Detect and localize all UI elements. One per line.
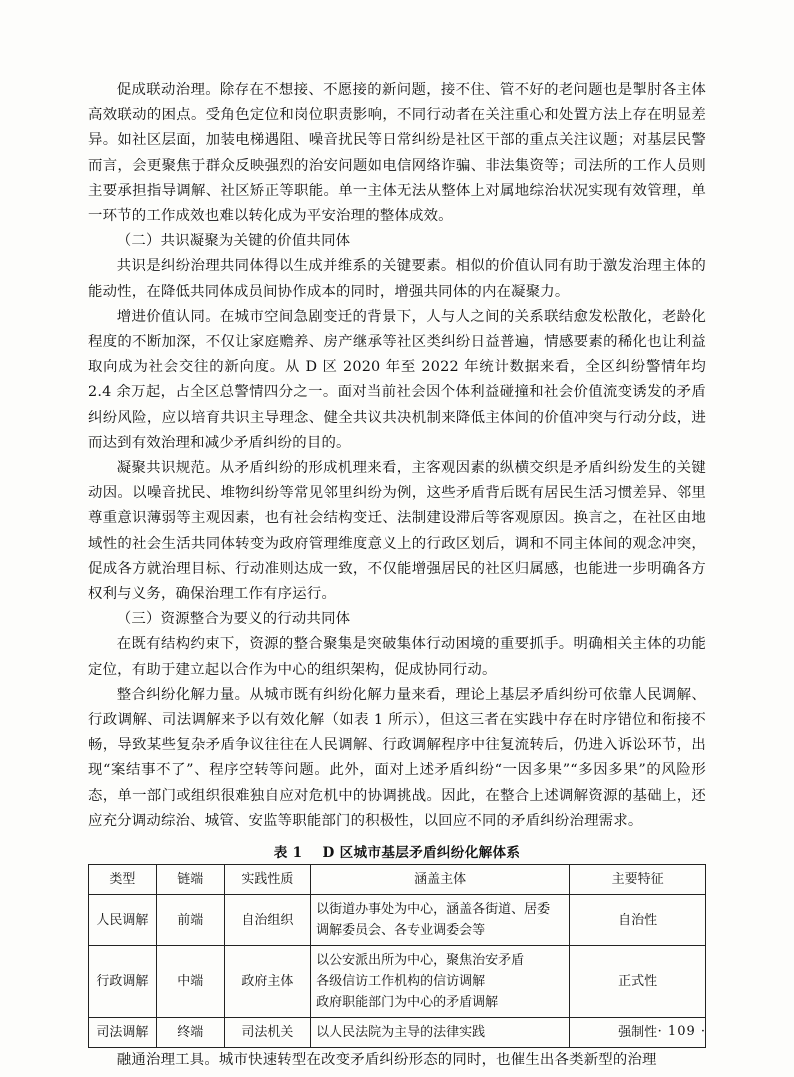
cell-nature: 自治组织 <box>224 895 310 946</box>
cell-subject-line: 以人民法院为主导的法律实践 <box>316 1025 486 1041</box>
table-caption-title: D 区城市基层矛盾纠纷化解体系 <box>322 845 521 862</box>
table-header-subjects: 涵盖主体 <box>311 865 570 895</box>
table-row <box>89 1018 706 1048</box>
cell-subject-line: 各级信访工作机构的信访调解 <box>316 974 486 990</box>
page-content <box>88 78 706 1073</box>
cell-feature: 自治性 <box>570 895 706 946</box>
cell-subjects <box>311 946 570 1018</box>
cell-nature: 司法机关 <box>224 1018 310 1048</box>
cell-subjects <box>311 1018 570 1048</box>
cell-nature: 政府主体 <box>224 946 310 1018</box>
cell-subjects <box>311 895 570 946</box>
table-row <box>89 946 706 1018</box>
paragraph-7: 在既有结构约束下，资源的整合聚集是突破集体行动困境的重要抓手。明确相关主体的功能定位，有助于建立起以合作为中心的组织架构，促成协同行动。 <box>88 636 706 678</box>
cell-subject-line: 调解委员会、各专业调委会等 <box>316 923 486 939</box>
table-header-feature: 主要特征 <box>570 865 706 895</box>
table-row <box>89 895 706 946</box>
cell-feature: 正式性 <box>570 946 706 1018</box>
cell-type: 司法调解 <box>89 1018 157 1048</box>
table-caption <box>88 841 706 861</box>
cell-link: 前端 <box>156 895 224 946</box>
paragraph-3: 共识是纠纷治理共同体得以生成并维系的关键要素。相似的价值认同有助于激发治理主体的能动性，在降低共同体成员间协作成本的同时，增强共同体的内在凝聚力。 <box>88 258 706 300</box>
table-header-row <box>89 865 706 895</box>
table-header-link: 链端 <box>156 865 224 895</box>
cell-link: 终端 <box>156 1018 224 1048</box>
cell-feature: 强制性 <box>570 1018 706 1048</box>
paragraph-4: 增进价值认同。在城市空间急剧变迁的背景下，人与人之间的关系联结愈发松散化，老龄化程度的不断加深，不仅让家庭赡养、房产继承等社区类纠纷日益普遍，情感要素的稀化也让利益取向成为社会交往的新向度。从 D 区 2020 年至 2022 年统计数据来看，全区纠纷警情年均 2.4 余万起，占全区总警情四分之一。面对当前社会因个体利益碰撞和社会价值流变诱发的矛盾纠纷风险，应以培育共识主导理念、健全共议共决机制来降低主体间的价值冲突与行动分歧，进而达到有效治理和减少矛盾纠纷的目的。 <box>88 308 706 451</box>
cell-subject-line: 政府职能部门为中心的矛盾调解 <box>316 995 499 1011</box>
cell-subject-line: 以街道办事处为中心，涵盖各街道、居委 <box>316 902 551 918</box>
table-caption-label: 表 1 <box>273 845 303 862</box>
dispute-resolution-table <box>88 864 706 1048</box>
cell-subject-line: 以公安派出所为中心，聚焦治安矛盾 <box>316 953 525 969</box>
paragraph-1: 促成联动治理。除存在不想接、不愿接的新问题，接不住、管不好的老问题也是掣肘各主体高效联动的困点。受角色定位和岗位职责影响，不同行动者在关注重心和处置方法上存在明显差异。如社区层面，加装电梯遇阻、噪音扰民等日常纠纷是社区干部的重点关注议题；对基层民警而言，会更聚焦于群众反映强烈的治安问题如电信网络诈骗、非法集资等；司法所的工作人员则主要承担指导调解、社区矫正等职能。单一主体无法从整体上对属地综治状况实现有效管理，单一环节的工作成效也难以转化成为平安治理的整体成效。 <box>88 82 706 225</box>
table-header-nature: 实践性质 <box>224 865 310 895</box>
cell-type: 行政调解 <box>89 946 157 1018</box>
paragraph-8: 整合纠纷化解力量。从城市既有纠纷化解力量来看，理论上基层矛盾纠纷可依靠人民调解、行政调解、司法调解来予以有效化解（如表 1 所示），但这三者在实践中存在时序错位和衔接不畅，导致某些复杂矛盾争议往往在人民调解、行政调解程序中往复流转后，仍进入诉讼环节，出现“案结事不了”、程序空转等问题。此外，面对上述矛盾纠纷“一因多果”“多因多果”的风险形态，单一部门或组织很难独自应对危机中的协调挑战。因此，在整合上述调解资源的基础上，还应充分调动综治、城管、安监等职能部门的积极性，以回应不同的矛盾纠纷治理需求。 <box>88 686 706 829</box>
paragraph-9: 融通治理工具。城市快速转型在改变矛盾纠纷形态的同时，也催生出各类新型的治理 <box>116 1052 657 1069</box>
paragraph-5: 凝聚共识规范。从矛盾纠纷的形成机理来看，主客观因素的纵横交织是矛盾纠纷发生的关键动因。以噪音扰民、堆物纠纷等常见邻里纠纷为例，这些矛盾背后既有居民生活习惯差异、邻里尊重意识薄弱等主观因素，也有社会结构变迁、法制建设滞后等客观原因。换言之，在社区由地域性的社会生活共同体转变为政府管理维度意义上的行政区划后，调和不同主体间的观念冲突，促成各方就治理目标、行动准则达成一致，不仅能增强居民的社区归属感，也能进一步明确各方权利与义务，确保治理工作有序运行。 <box>88 460 706 603</box>
cell-link: 中端 <box>156 946 224 1018</box>
section-heading-2: （二）共识凝聚为关键的价值共同体 <box>116 233 351 250</box>
section-heading-3: （三）资源整合为要义的行动共同体 <box>116 611 351 628</box>
page-number: · 109 · <box>657 1024 706 1039</box>
cell-type: 人民调解 <box>89 895 157 946</box>
table-header-type: 类型 <box>89 865 157 895</box>
